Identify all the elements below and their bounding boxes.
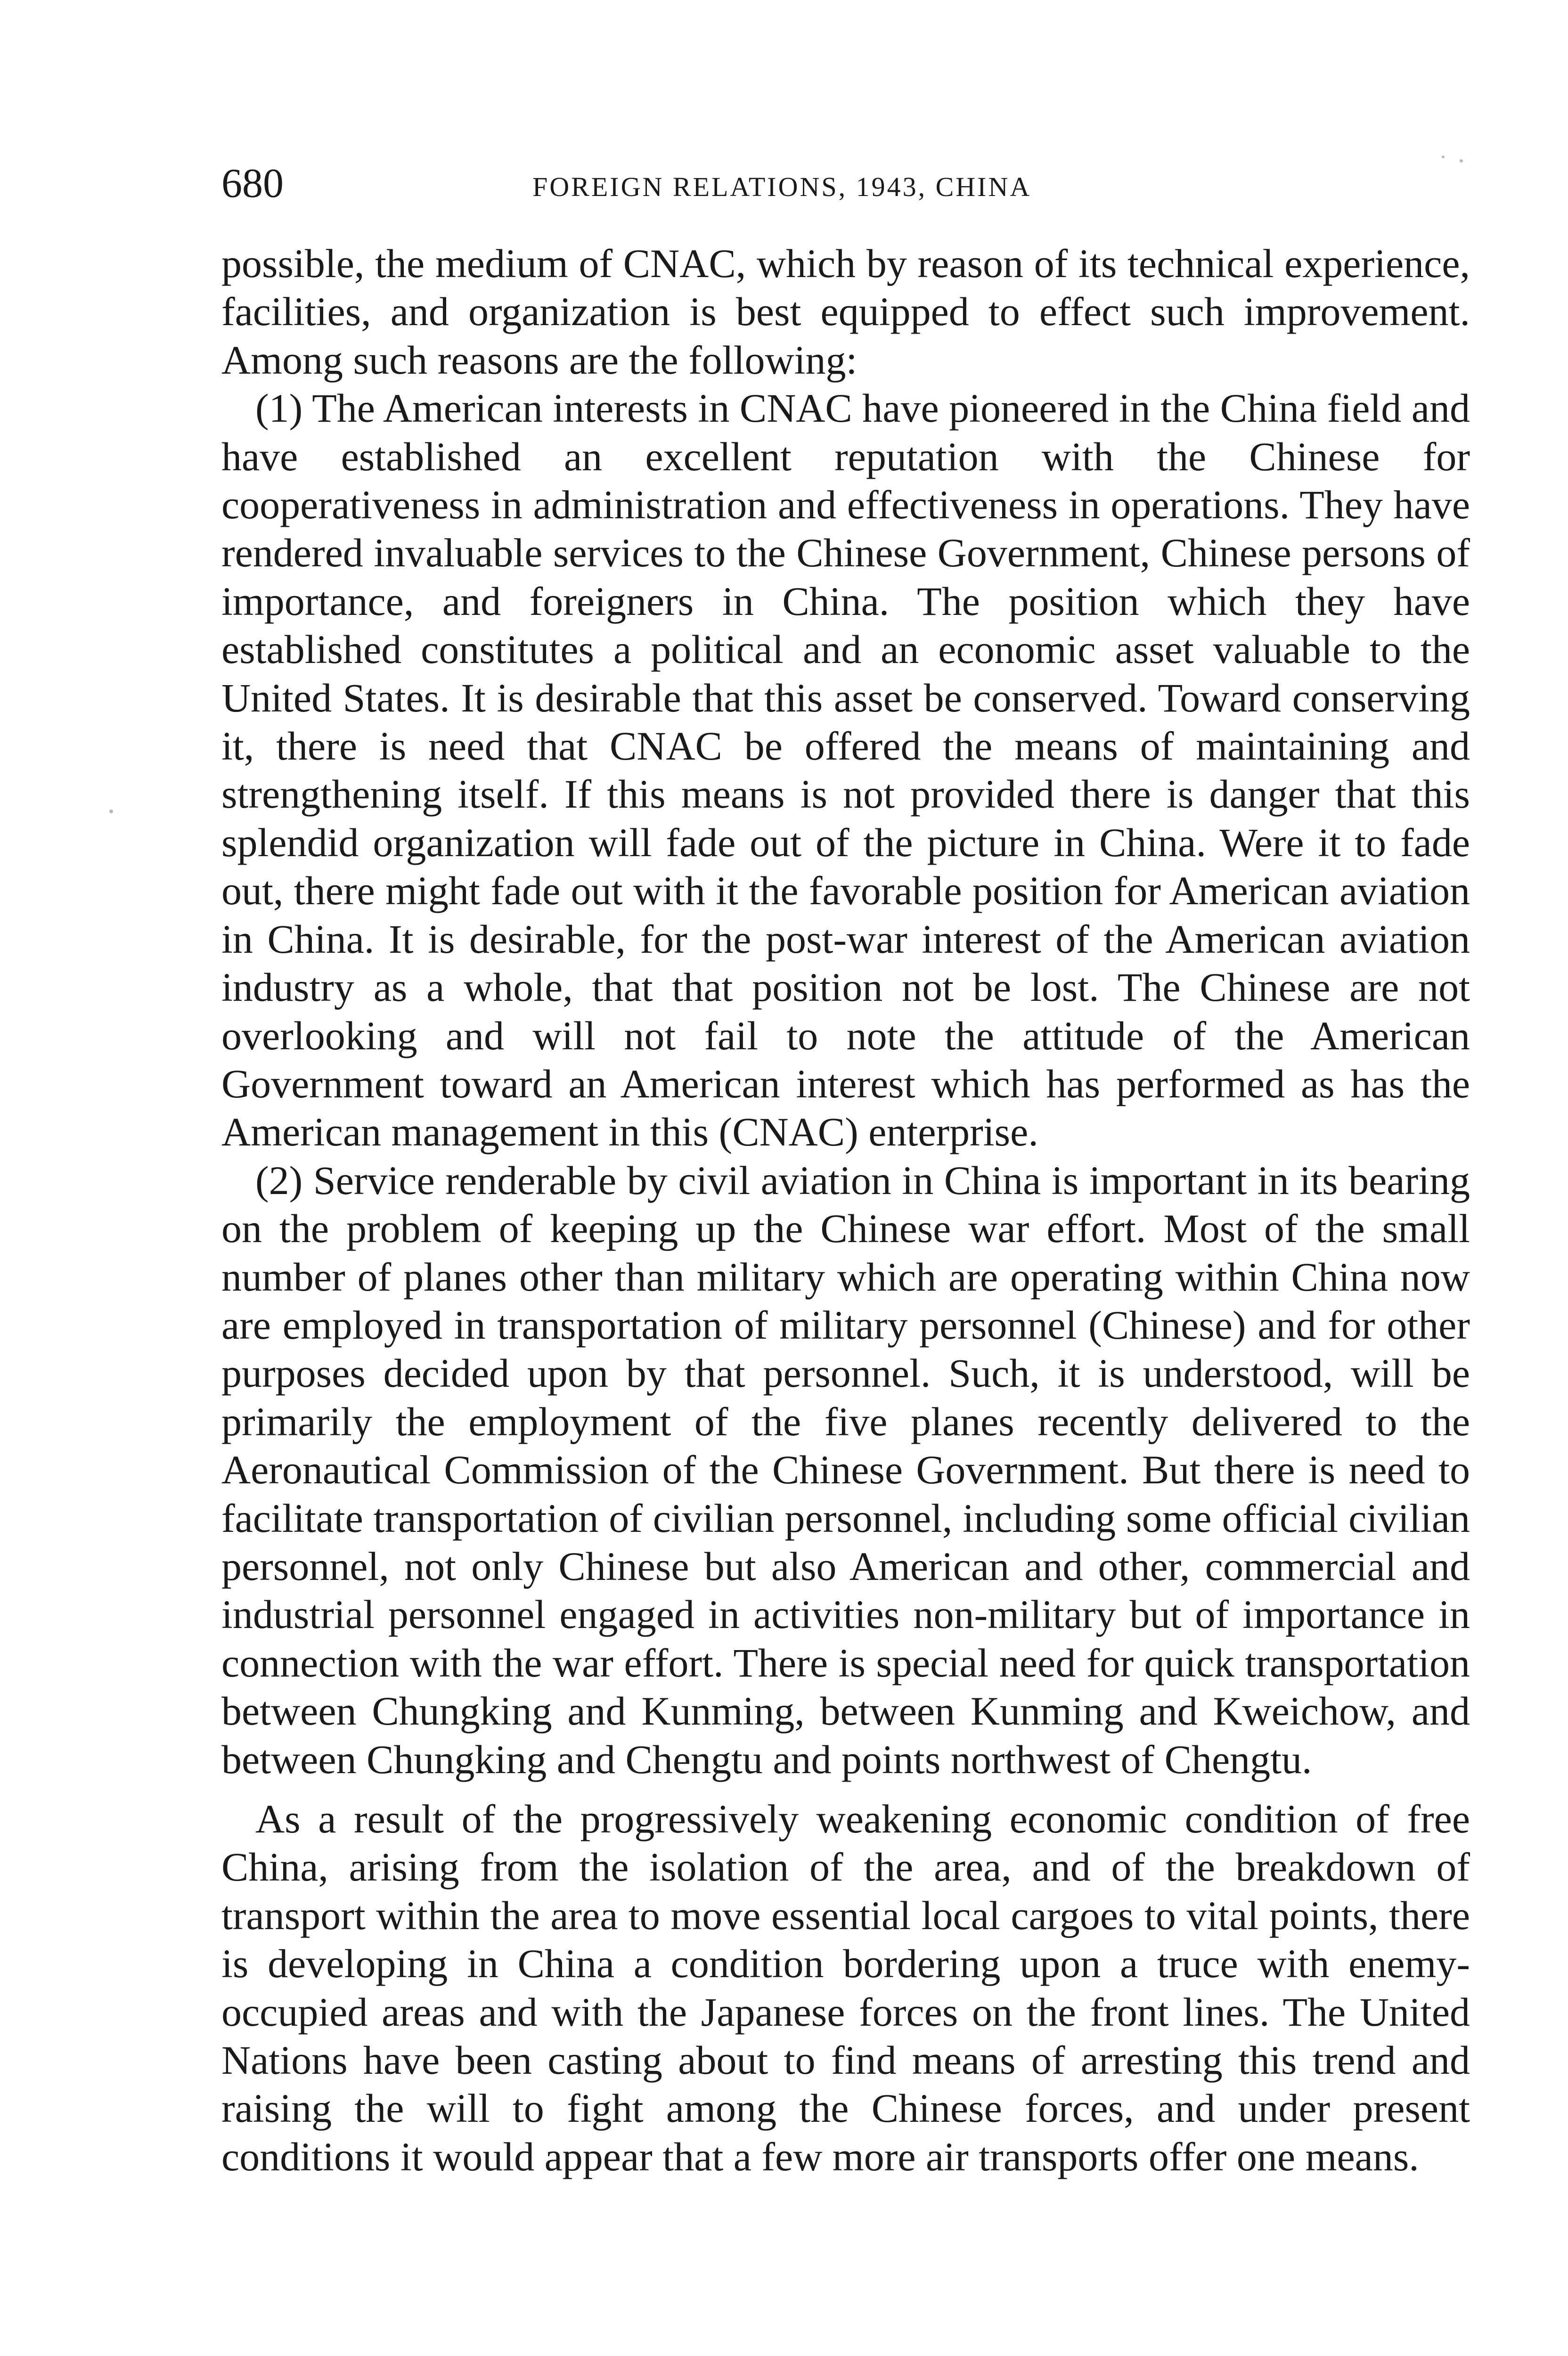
page-number: 680: [221, 161, 284, 206]
page-header: [221, 155, 1470, 212]
paragraph-4: As a result of the progressively weakening economic condition of free China, arising from the isolation of the area, and of the breakdown of transport within the area to move essential local cargoes to vital points, there is developing in China a condition bordering upon a truce with enemy-occupied areas and with the Japanese forces on the front lines. The United Nations have been casting about to find means of arresting this trend and raising the will to fight among the Chinese forces, and under present conditions it would appear that a few more air transports offer one means.: [221, 1796, 1470, 2179]
paragraph-1: possible, the medium of CNAC, which by reason of its technical experience, facilities, and organization is best equipped to effect such improvement. Among such reasons are the following:: [221, 241, 1470, 383]
paragraph-3: (2) Service renderable by civil aviation in China is important in its bearing on the problem of keeping up the Chinese war effort. Most of the small number of planes other than military which are operating within China now are employed in transportation of military personnel (Chinese) and for other purposes decided upon by that personnel. Such, it is understood, will be primarily the employment of the five planes recently delivered to the Aeronautical Commission of the Chinese Government. But there is need to facilitate transportation of civilian personnel, including some official civilian personnel, not only Chinese but also American and other, commercial and industrial personnel engaged in activities non-military but of importance in connection with the war effort. There is special need for quick transportation between Chungking and Kunming, between Kunming and Kweichow, and between Chungking and Chengtu and points northwest of Chengtu.: [221, 1157, 1470, 1782]
body-text: [221, 239, 1470, 2181]
scan-speck: [1460, 159, 1463, 163]
scan-speck: [1442, 155, 1445, 158]
scan-speck: [109, 810, 113, 813]
paragraph-2: (1) The American interests in CNAC have pioneered in the China field and have established an excellent reputation with the Chinese for cooperativeness in administration and effectiveness in operations. They have rendered invaluable services to the Chinese Government, Chinese persons of importance, and foreigners in China. The position which they have established constitutes a political and an economic asset valuable to the United States. It is desirable that this asset be conserved. Toward conserving it, there is need that CNAC be offered the means of maintaining and strengthening itself. If this means is not provided there is danger that this splendid organization will fade out of the picture in China. Were it to fade out, there might fade out with it the favorable position for American aviation in China. It is desirable, for the post-war interest of the American aviation industry as a whole, that that position not be lost. The Chinese are not overlooking and will not fail to note the attitude of the American Government toward an American interest which has performed as has the American management in this (CNAC) enterprise.: [221, 385, 1470, 1155]
running-title: FOREIGN RELATIONS, 1943, CHINA: [532, 172, 1032, 202]
